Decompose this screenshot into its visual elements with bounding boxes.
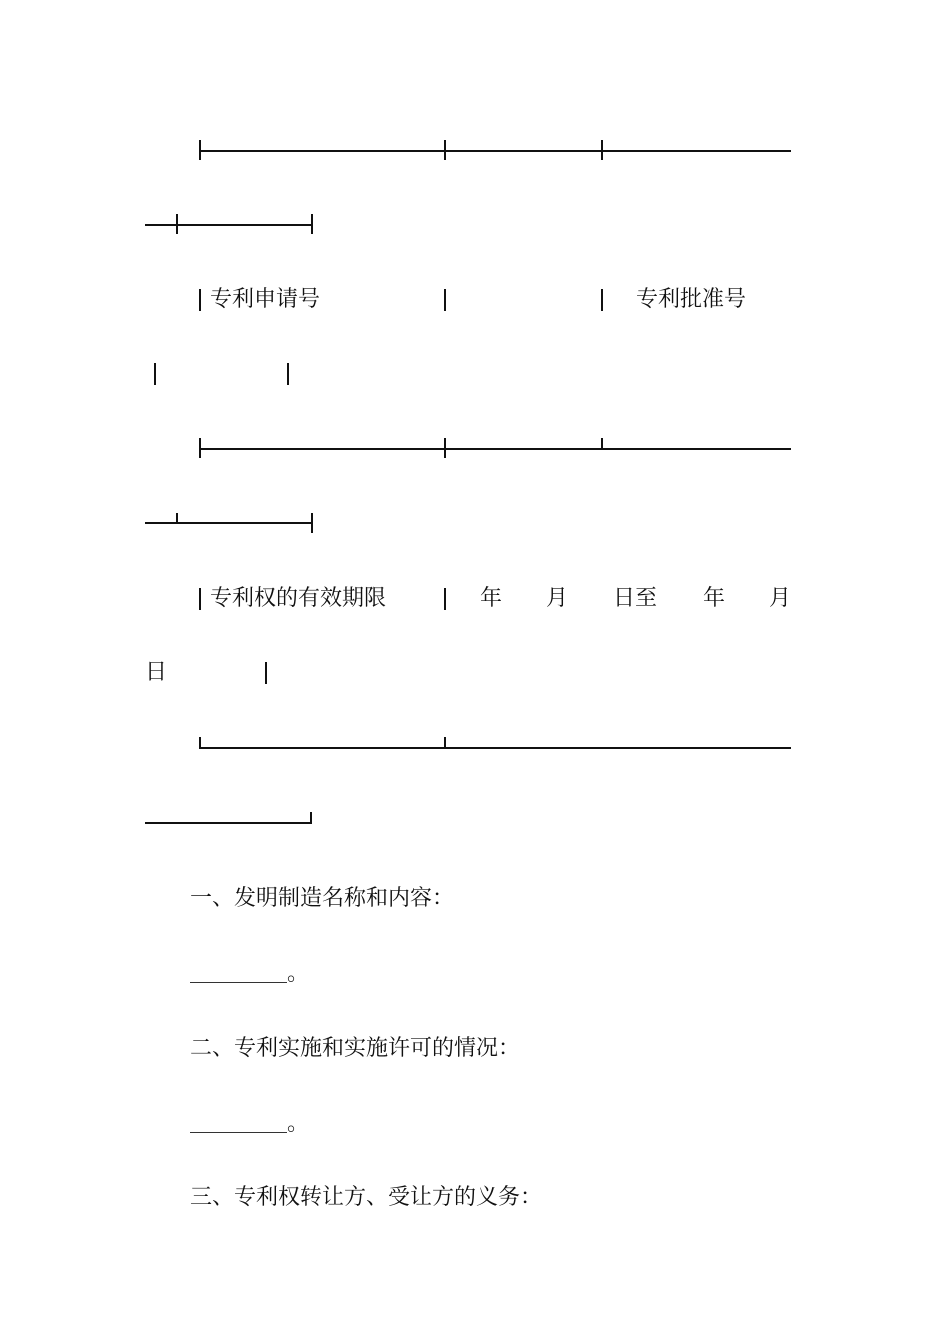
section-2-title: 二、专利实施和实施许可的情况：	[190, 1036, 521, 1061]
month-start-label: 月	[546, 586, 569, 611]
application-number-label: 专利申请号	[210, 287, 321, 312]
section-3-title: 三、专利权转让方、受让方的义务：	[190, 1185, 543, 1210]
section-1-answer-blank[interactable]	[190, 982, 287, 983]
section-2-answer-end: 。	[287, 1111, 310, 1136]
year-end-label: 年	[703, 586, 726, 611]
day-to-label: 日至	[613, 586, 658, 611]
day-end-label: 日	[145, 660, 168, 685]
validity-period-label: 专利权的有效期限	[210, 586, 387, 611]
approval-number-label: 专利批准号	[636, 287, 747, 312]
section-1-answer-end: 。	[287, 961, 310, 986]
year-start-label: 年	[480, 586, 503, 611]
section-2-answer-blank[interactable]	[190, 1132, 287, 1133]
section-1-title: 一、发明制造名称和内容：	[190, 886, 455, 911]
month-end-label: 月	[769, 586, 792, 611]
